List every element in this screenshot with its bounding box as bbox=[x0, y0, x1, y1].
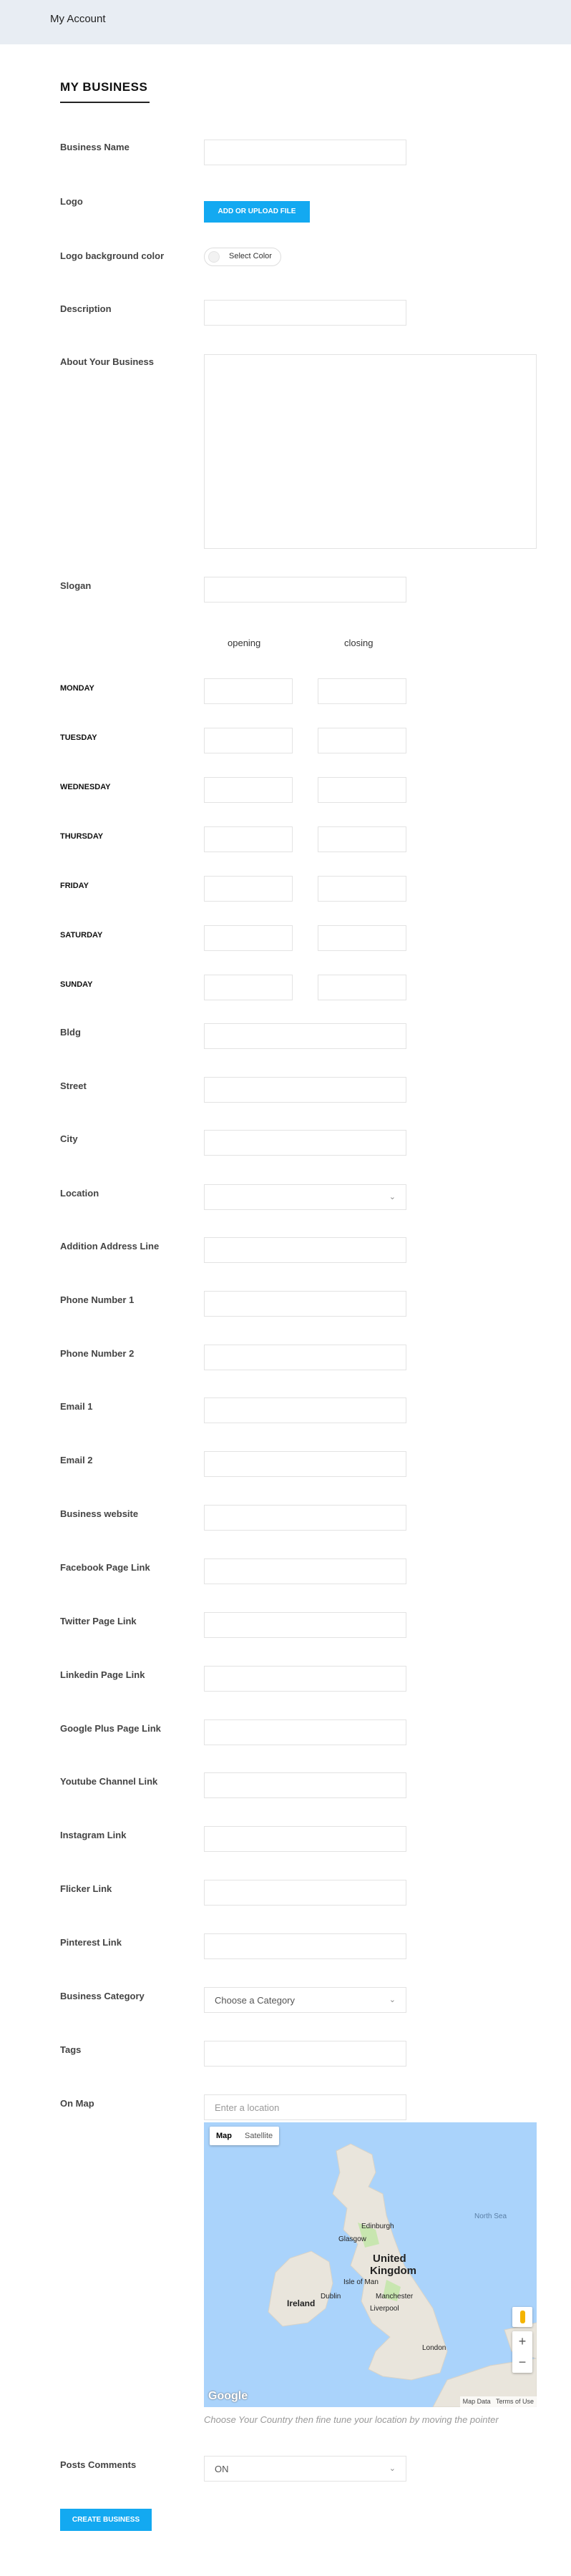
phone1-label: Phone Number 1 bbox=[60, 1294, 135, 1305]
google-logo: Google bbox=[208, 2390, 248, 2402]
business-name-input[interactable] bbox=[204, 140, 406, 165]
map-label-dublin: Dublin bbox=[321, 2293, 341, 2301]
day-label: SUNDAY bbox=[60, 980, 93, 989]
map-type-control[interactable] bbox=[210, 2127, 279, 2145]
pegman-icon bbox=[520, 2311, 525, 2323]
facebook-input[interactable] bbox=[204, 1558, 406, 1584]
map-label-london: London bbox=[422, 2344, 446, 2352]
saturday-closing-input[interactable] bbox=[318, 925, 406, 951]
friday-opening-input[interactable] bbox=[204, 876, 293, 902]
saturday-opening-input[interactable] bbox=[204, 925, 293, 951]
on-map-label: On Map bbox=[60, 2098, 94, 2109]
phone2-label: Phone Number 2 bbox=[60, 1348, 135, 1359]
youtube-input[interactable] bbox=[204, 1772, 406, 1798]
tags-input[interactable] bbox=[204, 2041, 406, 2067]
slogan-input[interactable] bbox=[204, 577, 406, 602]
color-picker[interactable] bbox=[204, 248, 281, 266]
map-label-edinburgh: Edinburgh bbox=[361, 2223, 394, 2230]
phone2-input[interactable] bbox=[204, 1345, 406, 1370]
map-data-link[interactable]: Map Data bbox=[462, 2398, 491, 2405]
day-label: WEDNESDAY bbox=[60, 783, 111, 791]
website-label: Business website bbox=[60, 1508, 139, 1519]
map-label-manchester: Manchester bbox=[376, 2293, 414, 2301]
posts-comments-selected-value: ON bbox=[215, 2464, 229, 2474]
slogan-label: Slogan bbox=[60, 580, 92, 591]
sunday-closing-input[interactable] bbox=[318, 975, 406, 1000]
posts-comments-label: Posts Comments bbox=[60, 2459, 137, 2470]
googleplus-label: Google Plus Page Link bbox=[60, 1723, 161, 1734]
tuesday-opening-input[interactable] bbox=[204, 728, 293, 753]
tags-label: Tags bbox=[60, 2044, 82, 2055]
description-label: Description bbox=[60, 303, 112, 314]
sunday-opening-input[interactable] bbox=[204, 975, 293, 1000]
page-title: My Account bbox=[50, 13, 106, 25]
email1-label: Email 1 bbox=[60, 1401, 93, 1412]
flickr-input[interactable] bbox=[204, 1880, 406, 1906]
bldg-input[interactable] bbox=[204, 1023, 406, 1049]
map-location-search-input[interactable] bbox=[204, 2094, 406, 2120]
map-label-liverpool: Liverpool bbox=[370, 2305, 399, 2313]
category-label: Business Category bbox=[60, 1991, 145, 2001]
upload-file-button[interactable]: ADD OR UPLOAD FILE bbox=[204, 201, 310, 223]
posts-comments-select[interactable] bbox=[204, 2456, 406, 2482]
thursday-closing-input[interactable] bbox=[318, 826, 406, 852]
chevron-down-icon: ⌄ bbox=[389, 2464, 396, 2473]
wednesday-opening-input[interactable] bbox=[204, 777, 293, 803]
zoom-control[interactable] bbox=[512, 2331, 532, 2373]
zoom-in-button[interactable]: + bbox=[518, 2334, 527, 2348]
section-title: MY BUSINESS bbox=[60, 80, 148, 94]
website-input[interactable] bbox=[204, 1505, 406, 1531]
zoom-out-button[interactable]: − bbox=[518, 2355, 527, 2369]
friday-closing-input[interactable] bbox=[318, 876, 406, 902]
top-header bbox=[0, 0, 571, 44]
day-label: TUESDAY bbox=[60, 733, 97, 742]
addition-address-label: Addition Address Line bbox=[60, 1241, 160, 1252]
location-label: Location bbox=[60, 1188, 99, 1199]
category-selected-value: Choose a Category bbox=[215, 1995, 296, 2006]
map-view[interactable] bbox=[204, 2122, 537, 2407]
section-underline bbox=[60, 102, 150, 103]
map-type-satellite-button[interactable]: Satellite bbox=[245, 2132, 273, 2140]
description-input[interactable] bbox=[204, 300, 406, 326]
map-label-north-sea: North Sea bbox=[474, 2212, 507, 2220]
email1-input[interactable] bbox=[204, 1397, 406, 1423]
map-label-uk-2: Kingdom bbox=[370, 2265, 416, 2277]
pinterest-label: Pinterest Link bbox=[60, 1937, 122, 1948]
day-label: MONDAY bbox=[60, 684, 94, 693]
terms-of-use-link[interactable]: Terms of Use bbox=[495, 2398, 534, 2405]
map-label-ireland: Ireland bbox=[287, 2298, 316, 2308]
flickr-label: Flicker Link bbox=[60, 1883, 112, 1894]
city-input[interactable] bbox=[204, 1130, 406, 1156]
map-label-isle-of-man: Isle of Man bbox=[343, 2278, 379, 2286]
pinterest-input[interactable] bbox=[204, 1933, 406, 1959]
youtube-label: Youtube Channel Link bbox=[60, 1776, 158, 1787]
instagram-label: Instagram Link bbox=[60, 1830, 127, 1840]
map-type-map-button[interactable]: Map bbox=[216, 2132, 232, 2140]
monday-closing-input[interactable] bbox=[318, 678, 406, 704]
twitter-input[interactable] bbox=[204, 1612, 406, 1638]
thursday-opening-input[interactable] bbox=[204, 826, 293, 852]
wednesday-closing-input[interactable] bbox=[318, 777, 406, 803]
instagram-input[interactable] bbox=[204, 1826, 406, 1852]
chevron-down-icon: ⌄ bbox=[389, 1996, 396, 2004]
facebook-label: Facebook Page Link bbox=[60, 1562, 150, 1573]
logo-label: Logo bbox=[60, 196, 83, 207]
googleplus-input[interactable] bbox=[204, 1719, 406, 1745]
opening-header: opening bbox=[228, 638, 261, 648]
street-view-pegman[interactable] bbox=[512, 2307, 532, 2327]
monday-opening-input[interactable] bbox=[204, 678, 293, 704]
linkedin-input[interactable] bbox=[204, 1666, 406, 1692]
linkedin-label: Linkedin Page Link bbox=[60, 1669, 145, 1680]
day-label: THURSDAY bbox=[60, 832, 104, 841]
about-label: About Your Business bbox=[60, 356, 154, 367]
phone1-input[interactable] bbox=[204, 1291, 406, 1317]
twitter-label: Twitter Page Link bbox=[60, 1616, 137, 1626]
city-label: City bbox=[60, 1133, 78, 1144]
color-swatch bbox=[208, 251, 220, 263]
about-textarea[interactable] bbox=[204, 354, 537, 549]
email2-label: Email 2 bbox=[60, 1455, 93, 1465]
map-label-uk: United bbox=[373, 2253, 406, 2265]
day-label: SATURDAY bbox=[60, 931, 103, 940]
chevron-down-icon: ⌄ bbox=[389, 1193, 396, 1201]
ireland-shape bbox=[268, 2251, 333, 2326]
day-label: FRIDAY bbox=[60, 882, 89, 890]
map-hint-text: Choose Your Country then fine tune your location by moving the pointer bbox=[204, 2414, 499, 2425]
bldg-label: Bldg bbox=[60, 1027, 81, 1038]
category-select[interactable] bbox=[204, 1987, 406, 2013]
create-business-button[interactable]: CREATE BUSINESS bbox=[60, 2509, 152, 2531]
map-label-glasgow: Glasgow bbox=[338, 2235, 366, 2243]
street-label: Street bbox=[60, 1080, 87, 1091]
map-search-placeholder: Enter a location bbox=[215, 2102, 280, 2113]
closing-header: closing bbox=[344, 638, 374, 648]
tuesday-closing-input[interactable] bbox=[318, 728, 406, 753]
location-select[interactable] bbox=[204, 1184, 406, 1210]
business-name-label: Business Name bbox=[60, 142, 130, 152]
logo-bg-color-label: Logo background color bbox=[60, 250, 165, 261]
map-footer bbox=[460, 2396, 537, 2407]
email2-input[interactable] bbox=[204, 1451, 406, 1477]
color-picker-label: Select Color bbox=[229, 252, 272, 260]
addition-address-input[interactable] bbox=[204, 1237, 406, 1263]
street-input[interactable] bbox=[204, 1077, 406, 1103]
